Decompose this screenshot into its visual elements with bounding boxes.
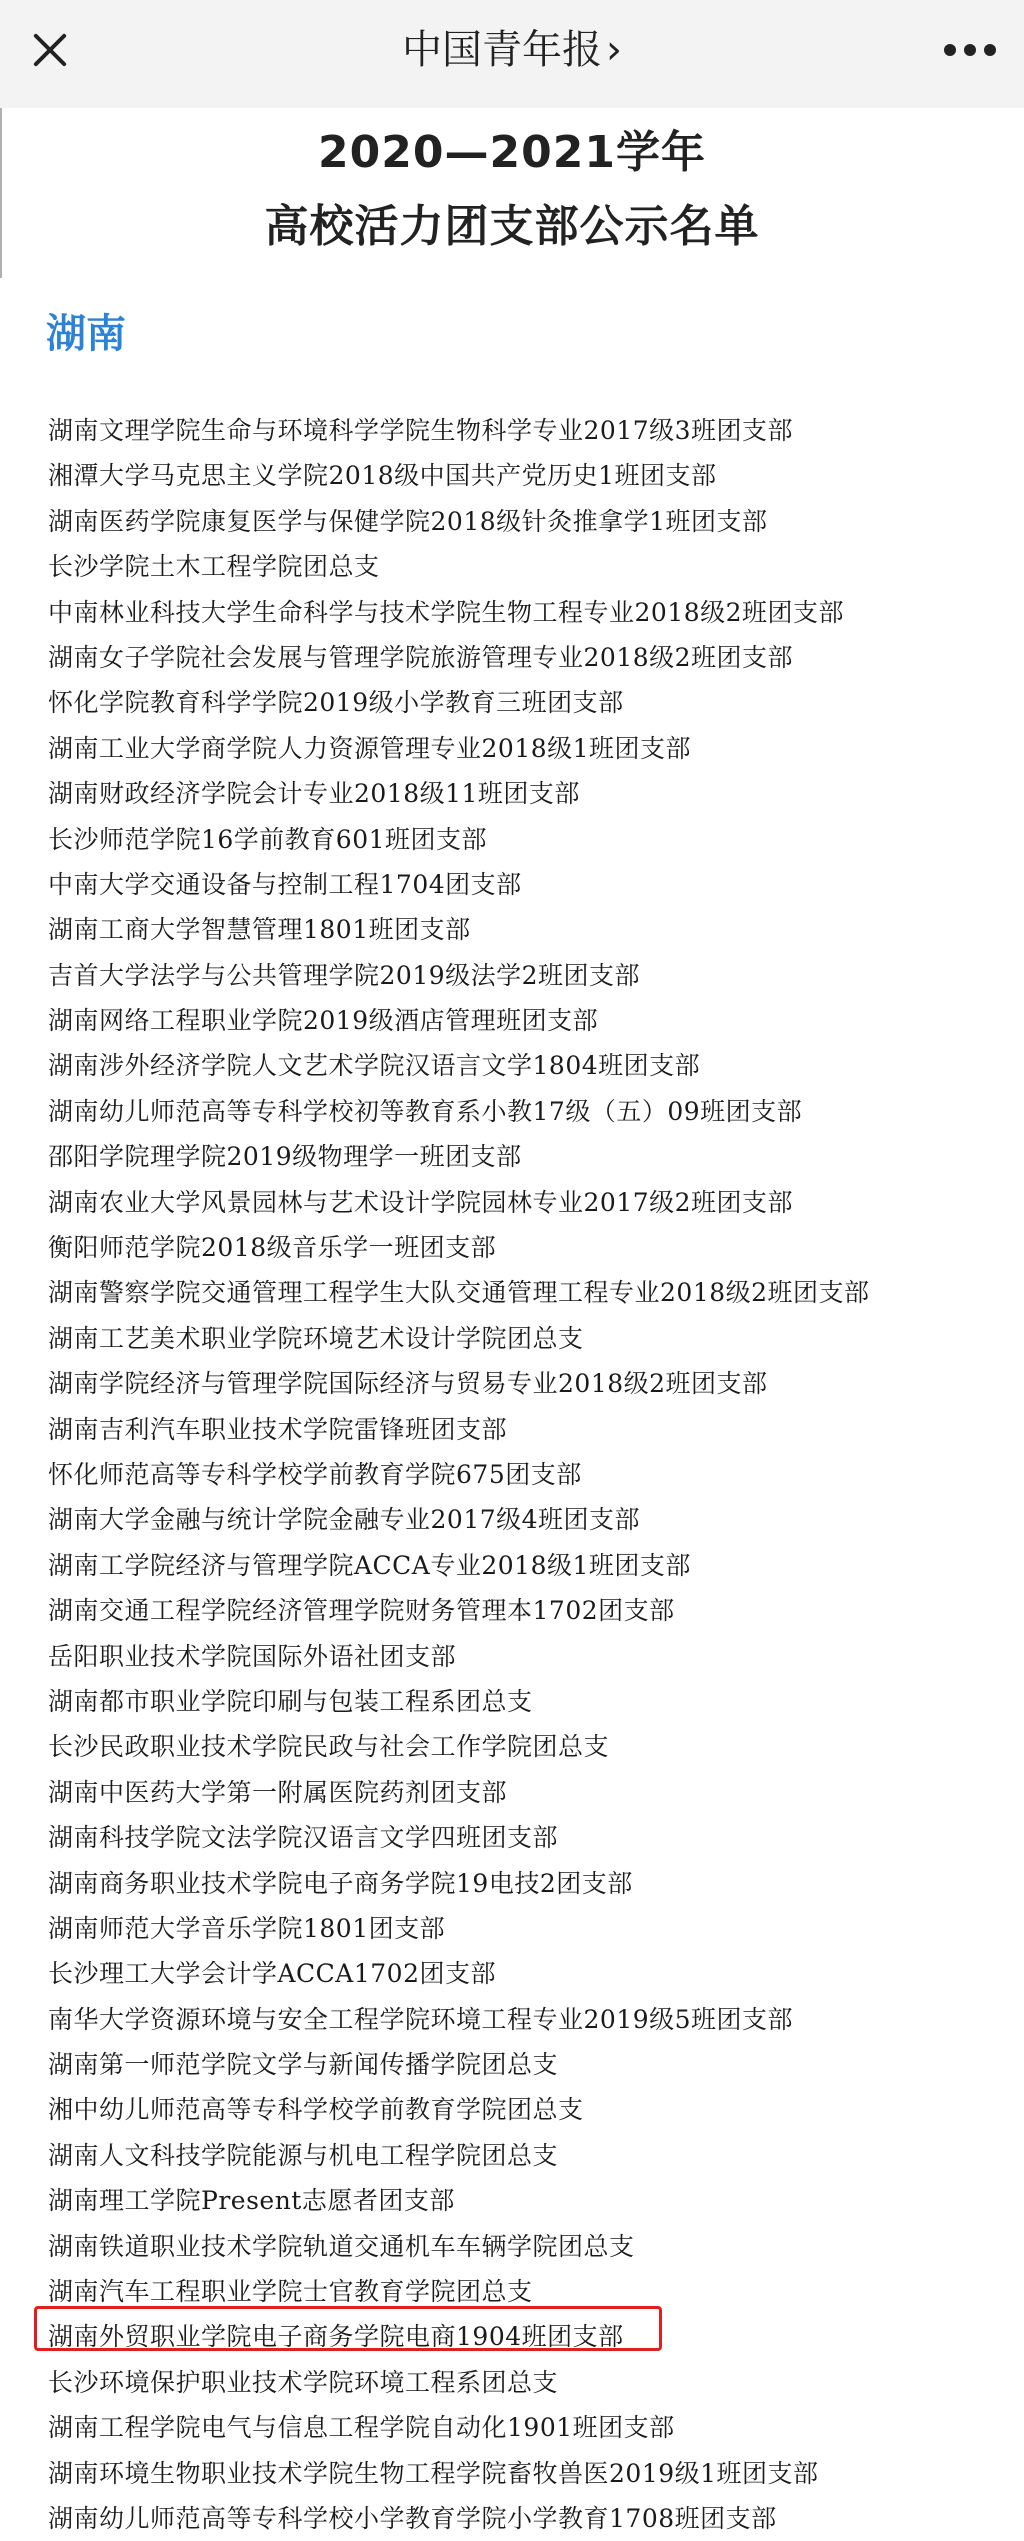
- list-item: 怀化学院教育科学学院2019级小学教育三班团支部: [48, 688, 624, 718]
- list-item: 湖南医药学院康复医学与保健学院2018级针灸推拿学1班团支部: [48, 506, 768, 536]
- list-item: 湖南都市职业学院印刷与包装工程系团总支: [48, 1686, 533, 1716]
- list-item: 湖南汽车工程职业学院士官教育学院团总支: [48, 2277, 533, 2307]
- list-item: 湖南师范大学音乐学院1801团支部: [48, 1913, 446, 1943]
- list-item: 吉首大学法学与公共管理学院2019级法学2班团支部: [48, 960, 641, 990]
- highlight-box: [34, 2306, 662, 2351]
- list-item: 湖南第一师范学院文学与新闻传播学院团总支: [48, 2050, 559, 2080]
- list-item: 长沙师范学院16学前教育601班团支部: [48, 824, 488, 854]
- list-item: 长沙环境保护职业技术学院环境工程系团总支: [48, 2367, 559, 2397]
- list-item: 湖南工商大学智慧管理1801班团支部: [48, 915, 471, 945]
- more-icon[interactable]: [944, 44, 996, 56]
- account-title-link[interactable]: [0, 22, 1024, 78]
- list-item: 湖南幼儿师范高等专科学校小学教育学院小学教育1708班团支部: [48, 2503, 777, 2533]
- list-item: 长沙民政职业技术学院民政与社会工作学院团总支: [48, 1732, 610, 1762]
- list-item: 湖南工学院经济与管理学院ACCA专业2018级1班团支部: [48, 1550, 691, 1580]
- list-item: 湖南交通工程学院经济管理学院财务管理本1702团支部: [48, 1596, 675, 1626]
- list-item: 湖南涉外经济学院人文艺术学院汉语言文学1804班团支部: [48, 1051, 701, 1081]
- document-title-line1: 2020—2021学年: [318, 127, 706, 178]
- list-item: 湖南工艺美术职业学院环境艺术设计学院团总支: [48, 1323, 584, 1353]
- list-item: 湖南大学金融与统计学院金融专业2017级4班团支部: [48, 1505, 641, 1535]
- list-item: 湖南吉利汽车职业技术学院雷锋班团支部: [48, 1414, 508, 1444]
- list-item: 湖南文理学院生命与环境科学学院生物科学专业2017级3班团支部: [48, 416, 794, 445]
- list-item: 湖南理工学院Present志愿者团支部: [48, 2186, 455, 2216]
- list-item: 怀化师范高等专科学校学前教育学院675团支部: [48, 1459, 582, 1489]
- list-item: 湘潭大学马克思主义学院2018级中国共产党历史1班团支部: [48, 461, 717, 491]
- chevron-right-icon: ›: [606, 27, 622, 73]
- list-item: 湖南幼儿师范高等专科学校初等教育系小教17级（五）09班团支部: [48, 1096, 803, 1126]
- list-item: 长沙理工大学会计学ACCA1702团支部: [48, 1959, 496, 1989]
- list-item: 中南林业科技大学生命科学与技术学院生物工程专业2018级2班团支部: [48, 597, 845, 627]
- branch-list: [48, 408, 870, 2541]
- list-item: 南华大学资源环境与安全工程学院环境工程专业2019级5班团支部: [48, 2004, 794, 2034]
- list-item: 湖南环境生物职业技术学院生物工程学院畜牧兽医2019级1班团支部: [48, 2458, 819, 2488]
- list-item: 湖南女子学院社会发展与管理学院旅游管理专业2018级2班团支部: [48, 642, 794, 672]
- list-item: 邵阳学院理学院2019级物理学一班团支部: [48, 1142, 522, 1172]
- list-item: 湖南商务职业技术学院电子商务学院19电技2团支部: [48, 1868, 633, 1898]
- list-item: 湘中幼儿师范高等专科学校学前教育学院团总支: [48, 2095, 584, 2125]
- list-item: 岳阳职业技术学院国际外语社团支部: [48, 1641, 457, 1671]
- list-item: 湖南财政经济学院会计专业2018级11班团支部: [48, 779, 580, 809]
- list-item: 湖南中医药大学第一附属医院药剂团支部: [48, 1777, 508, 1807]
- list-item: 湖南科技学院文法学院汉语言文学四班团支部: [48, 1823, 559, 1853]
- list-item: 湖南警察学院交通管理工程学生大队交通管理工程专业2018级2班团支部: [48, 1278, 870, 1308]
- nav-bar: [0, 0, 1024, 108]
- list-item: 湖南人文科技学院能源与机电工程学院团总支: [48, 2140, 559, 2170]
- list-item: 湖南农业大学风景园林与艺术设计学院园林专业2017级2班团支部: [48, 1187, 794, 1217]
- list-item-highlighted: 湖南外贸职业学院电子商务学院电商1904班团支部: [48, 2322, 624, 2352]
- list-item: 湖南工程学院电气与信息工程学院自动化1901班团支部: [48, 2413, 675, 2443]
- list-item: 长沙学院土木工程学院团总支: [48, 552, 380, 582]
- list-item: 中南大学交通设备与控制工程1704团支部: [48, 869, 522, 899]
- list-item: 湖南铁道职业技术学院轨道交通机车车辆学院团总支: [48, 2231, 635, 2261]
- list-item: 衡阳师范学院2018级音乐学一班团支部: [48, 1233, 497, 1263]
- list-item: 湖南网络工程职业学院2019级酒店管理班团支部: [48, 1006, 599, 1036]
- document-title-line2: 高校活力团支部公示名单: [264, 201, 760, 252]
- list-item: 湖南工业大学商学院人力资源管理专业2018级1班团支部: [48, 733, 692, 763]
- account-name: 中国青年报: [402, 27, 602, 73]
- region-heading: 湖南: [46, 311, 126, 357]
- list-item: 湖南学院经济与管理学院国际经济与贸易专业2018级2班团支部: [48, 1369, 768, 1399]
